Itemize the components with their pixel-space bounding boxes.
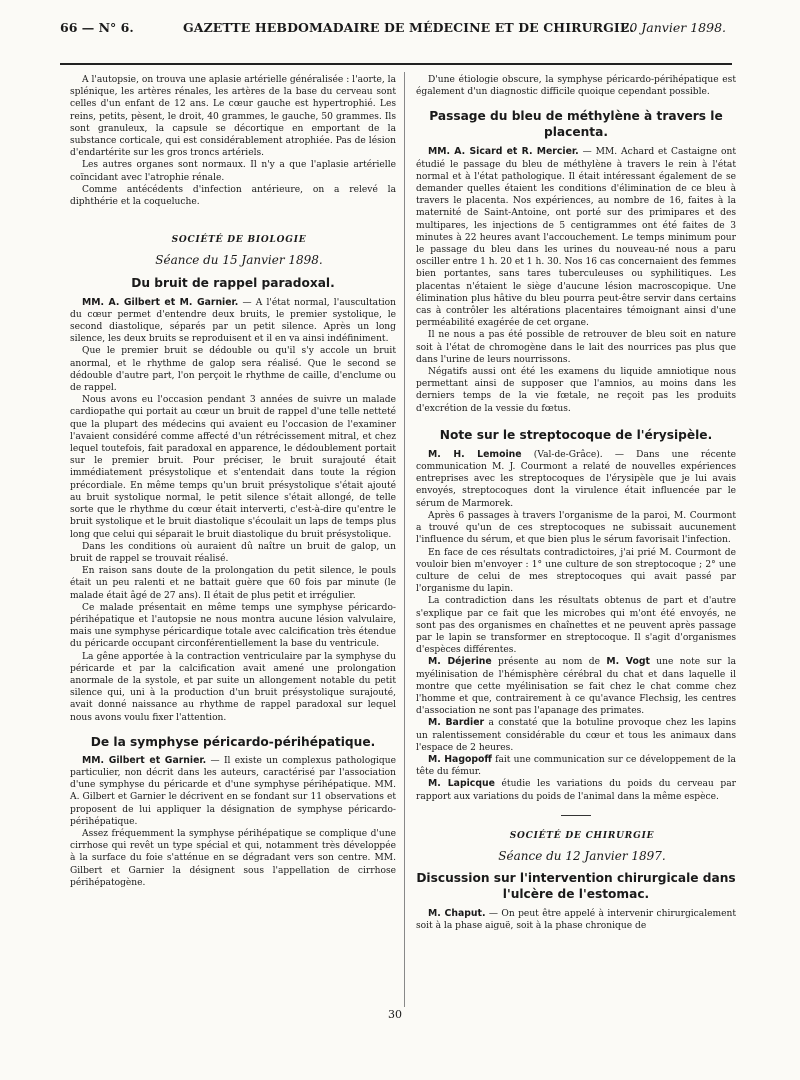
article-title: Du bruit de rappel paradoxal. (131, 275, 335, 290)
paragraph: Comme antécédents d'infection antérieure, on a relevé la diphthérie et la coqueluche. (70, 184, 396, 208)
page-number: 66 — N° 6. (60, 20, 134, 35)
running-header (50, 14, 730, 42)
column-divider (404, 72, 405, 1007)
paragraph: Que le premier bruit se dédouble ou qu'il s'y accole un bruit anormal, et le rhythme de galop sera réalisé. Que le second se dédouble d'autre part, l'on perçoit le rhythme de caille, d'enclume ou de rappel. (70, 346, 396, 394)
article-authors: MM. Gilbert et Garnier. (82, 754, 207, 766)
paragraph: M. Bardier a constaté que la botuline provoque chez les lapins un ralentissement considérable du cœur et tous les animaux dans l'espace de 2 heures. (416, 717, 736, 753)
society-heading: SOCIÉTÉ DE BIOLOGIE (171, 235, 307, 246)
seance-date: Séance du 15 Janvier 1898. (155, 253, 323, 268)
paragraph: Nous avons eu l'occasion pendant 3 années de suivre un malade cardiopathe qui portait au cœur un bruit de rappel d'une telle netteté que la plupart des médecins qui avaient eu l'occasion de l'examiner l'avaient considéré comme affecté d'un rétrécissement mitral, et chez lequel toutefois, fait paradoxal en apparence, le dédoublement portait sur le premier bruit. Pour préciser, le bruit surajouté était immédiatement présystolique et s'entendait dans toute la région précordiale. En même temps qu'un bruit présystolique s'était ajouté au bruit systolique normal, le petit silence s'était allongé, de telle sorte que le rhythme du cœur était interverti, c'est-à-dire qu'entre le bruit systolique et le bruit diastolique s'écoulait un laps de temps plus long que celui qui séparait le bruit diastolique du bruit présystolique. (70, 395, 396, 540)
folio-number: 30 (388, 1008, 402, 1021)
article-authors: MM. A. Sicard et R. Mercier. (428, 146, 579, 158)
paragraph: En raison sans doute de la prolongation du petit silence, le pouls était un peu ralenti et ne battait guère que 60 fois par minute (le malade était âgé de 27 ans). Il était de plus petit et irrégulier. (70, 566, 396, 601)
paragraph: Dans les conditions où auraient dû naître un bruit de galop, un bruit de rappel se trouvait réalisé. (70, 541, 396, 564)
left-column (70, 74, 396, 889)
seance-date: Séance du 12 Janvier 1897. (498, 848, 666, 863)
paragraph: M. H. Lemoine (Val-de-Grâce). — Dans une récente communication M. J. Courmont a relaté de nouvelles expériences entreprises avec les streptocoques de l'érysipèle que je lui avais envoyés, streptocoques dont la virulence était influencée par le sérum de Marmorek. (416, 448, 736, 509)
header-rule (60, 63, 732, 65)
paragraph: MM. A. Gilbert et M. Garnier. — A l'état normal, l'auscultation du cœur permet d'entendre deux bruits, le premier systolique, le second diastolique, séparés par un petit silence. Après un long silence, les deux bruits se reproduisent et il en va ainsi indéfiniment. (70, 296, 396, 345)
paragraph: Négatifs aussi ont été les examens du liquide amniotique nous permettant ainsi de supposer que l'amnios, au moins dans les derniers temps de la vie fœtale, ne reçoit pas les produits d'excrétion de la vessie du fœtus. (416, 367, 736, 414)
paragraph: M. Chaput. — On peut être appelé à intervenir chirurgicalement soit à la phase aiguë, soit à la phase chronique de (416, 908, 737, 932)
paragraph: A l'autopsie, on trouva une aplasie artérielle généralisée : l'aorte, la splénique, les artères rénales, les artères de la base du cerveau sont celles d'un enfant de 12 ans. Le cœur gauche est hypertrophié. Les reins, petits, pèsent, le droit, 40 grammes, le gauche, 50 grammes. Ils sont granuleux, la capsule se décortique en emportant de la substance corticale, qui est considérablement atrophiée. Pas de lésion d'endartérite sur les gros troncs artériels. (70, 75, 396, 159)
article-authors: M. H. Lemoine (428, 448, 522, 460)
paragraph: Ce malade présentait en même temps une symphyse péricardo-périhépatique et l'autopsie ne nous montra aucune lésion valvulaire, mais une symphyse péricardique totale avec calcification très étendue du péricarde occupant circonférentiellement la base du ventricule. (70, 602, 396, 650)
paragraph: M. Lapicque étudie les variations du poids du cerveau par rapport aux variations du poids de l'animal dans la même espèce. (416, 778, 736, 802)
paragraph: La gêne apportée à la contraction ventriculaire par la symphyse du péricarde et par la calcification avait amené une prolongation anormale de la systole, et par suite un allongement notable du petit silence qui, uni à la production d'un bruit présystolique surajouté, avait donné naissance au rhythme de rappel paradoxal sur lequel nous avons voulu fixer l'attention. (70, 651, 396, 723)
paragraph: Il ne nous a pas été possible de retrouver de bleu soit en nature soit à l'état de chromogène dans le lait des nourrices pas plus que dans l'urine de leurs nourrissons. (416, 330, 736, 365)
paragraph: M. Hagopoff fait une communication sur ce développement de la tête du fémur. (416, 753, 736, 778)
society-heading: SOCIÉTÉ DE CHIRURGIE (509, 830, 655, 841)
issue-date: 20 Janvier 1898. (621, 20, 726, 35)
paragraph: La contradiction dans les résultats obtenus de part et d'autre s'explique par ce fait que les microbes qui m'ont été envoyés, ne sont pas des organismes en chaînettes et ne peuvent après passage par le lapin se transformer en streptocoque. Il s'agit d'organismes d'espèces différentes. (416, 596, 736, 656)
article-title: Note sur le streptocoque de l'érysipèle. (439, 427, 713, 442)
right-column (416, 74, 736, 933)
article-title: De la symphyse péricardo-périhépatique. (90, 734, 376, 749)
paragraph: En face de ces résultats contradictoires, j'ai prié M. Courmont de vouloir bien m'envoyer : 1° une culture de son streptocoque ; 2° une culture de celui de mes streptocoques qui avait passé par l'organisme du lapin. (416, 547, 736, 595)
paragraph: MM. Gilbert et Garnier. — Il existe un complexus pathologique particulier, non décrit dans les auteurs, caractérisé par l'association d'une symphyse du péricarde et d'une symphyse périhépatique. MM. A. Gilbert et Garnier le décrivent en se fondant sur 11 observations et proposent de lui appliquer la désignation de symphyse péricardo-périhépatique. (70, 754, 396, 827)
article-authors: MM. A. Gilbert et M. Garnier. (82, 296, 239, 308)
paragraph: M. Déjerine présente au nom de M. Vogt une note sur la myélinisation de l'hémisphère cérébral du chat et dans laquelle il montre que cette myélinisation se fait chez le chat comme chez l'homme et que, contrairement à ce qu'avance Flechsig, les centres d'association ne sont pas l'apanage des primates. (416, 656, 736, 717)
paragraph: MM. A. Sicard et R. Mercier. — MM. Achard et Castaigne ont étudié le passage du bleu de méthylène à travers le rein à l'état normal et à l'état pathologique. Il était intéressant également de se demander quelles étaient les conditions d'élimination de ce bleu à travers le placenta. Nos expériences, au nombre de 16, faites à la maternité de Saint-Antoine, ont porté sur des primipares et des multipares, les injections de 5 centigrammes ont été faites de 3 minutes à 22 heures avant l'accouchement. Le temps minimum pour le passage du bleu dans les urines du nouveau-né nous a paru osciller entre 1 h. 20 et 1 h. 30. Nos 16 cas concernaient des femmes bien portantes, sans tares tuberculeuses ou syphilitiques. Les placentas n'étaient le siège d'aucune lésion macroscopique. Une élimination plus hâtive du bleu pourra peut-être servir dans certains cas à contrôler les altérations placentaires témoignant ainsi d'une perméabilité exagérée de cet organe. (416, 146, 737, 329)
paragraph: Après 6 passages à travers l'organisme de la paroi, M. Courmont a trouvé qu'un de ces streptocoques ne subissait aucunement l'influence du sérum, et que bien plus le sérum favorisait l'infection. (416, 510, 736, 546)
paragraph: Les autres organes sont normaux. Il n'y a que l'aplasie artérielle coïncidant avec l'atrophie rénale. (70, 160, 396, 183)
journal-title: GAZETTE HEBDOMADAIRE DE MÉDECINE ET DE CHIRURGIE. (183, 20, 634, 35)
paragraph: Assez fréquemment la symphyse périhépatique se complique d'une cirrhose qui revêt un type spécial et qui, notamment très développée à la surface du foie s'atténue en se dégradant vers son centre. MM. Gilbert et Garnier la désignent sous l'appellation de cirrhose périhépatogène. (70, 828, 396, 888)
article-title: Passage du bleu de méthylène à travers le placenta. (429, 109, 723, 140)
article-title: Discussion sur l'intervention chirurgicale dans l'ulcère de l'estomac. (416, 871, 736, 902)
paragraph: D'une étiologie obscure, la symphyse péricardo-périhépatique est également d'un diagnostic difficile quoique cependant possible. (416, 75, 736, 98)
